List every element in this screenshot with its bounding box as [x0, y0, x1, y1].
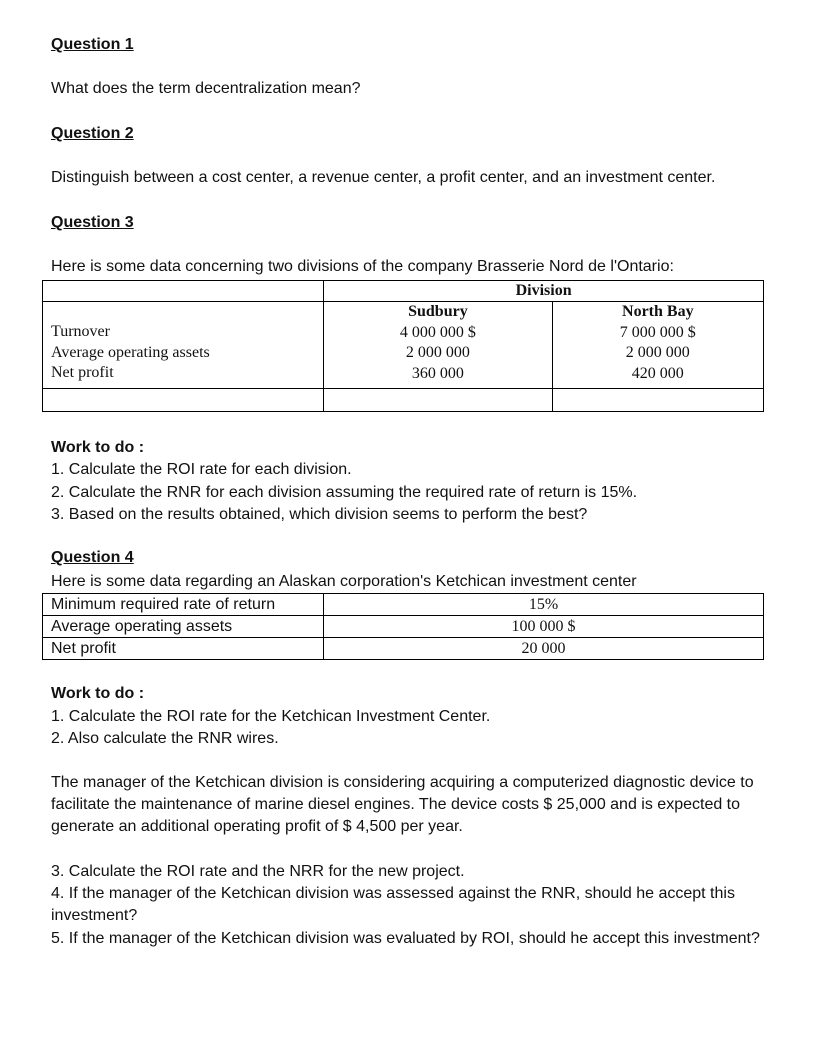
sudbury-turnover: 4 000 000 $	[399, 323, 476, 341]
division-group-header: Division	[324, 281, 764, 302]
question-3-intro: Here is some data concerning two divisions of the company Brasserie Nord de l'Ontario:	[51, 258, 674, 275]
question-4-work-title: Work to do :	[51, 685, 145, 702]
question-3-task-1: 1. Calculate the ROI rate for each division.	[51, 461, 352, 478]
empty-cell	[552, 389, 763, 412]
question-3-task-2: 2. Calculate the RNR for each division assuming the required rate of return is 15%.	[51, 484, 638, 501]
empty-cell	[43, 389, 324, 412]
value-net-profit: 20 000	[324, 638, 764, 660]
question-1-text: What does the term decentralization mean?	[51, 80, 361, 97]
north-bay-column	[552, 302, 763, 389]
row-labels-cell	[43, 302, 324, 389]
sudbury-average-operating-assets: 2 000 000	[405, 344, 470, 361]
row-label-net-profit: Net profit	[51, 364, 114, 381]
north-bay-average-operating-assets: 2 000 000	[625, 344, 690, 361]
column-header-north-bay: North Bay	[622, 303, 694, 320]
question-4-intro: Here is some data regarding an Alaskan corporation's Ketchican investment center	[51, 573, 637, 590]
column-header-sudbury: Sudbury	[408, 303, 468, 320]
sudbury-net-profit: 360 000	[411, 364, 464, 382]
question-2-text: Distinguish between a cost center, a revenue center, a profit center, and an investment center.	[51, 169, 716, 186]
question-4-task-1: 1. Calculate the ROI rate for the Ketchican Investment Center.	[51, 708, 491, 725]
question-4-task-4: 4. If the manager of the Ketchican division was assessed against the RNR, should he accept this investment?	[51, 885, 735, 924]
table-row	[43, 594, 764, 616]
empty-cell	[324, 389, 552, 412]
question-4-task-2: 2. Also calculate the RNR wires.	[51, 730, 279, 747]
question-3-heading: Question 3	[51, 214, 134, 231]
divisions-table	[42, 280, 764, 412]
question-3-task-3: 3. Based on the results obtained, which division seems to perform the best?	[51, 506, 588, 523]
table-corner-cell	[43, 281, 324, 302]
table-row	[43, 638, 764, 660]
question-1-heading: Question 1	[51, 36, 134, 53]
table-row	[43, 616, 764, 638]
value-min-rate: 15%	[324, 594, 764, 616]
row-label-average-operating-assets: Average operating assets	[51, 343, 210, 361]
question-3-work-title: Work to do :	[51, 439, 145, 456]
north-bay-net-profit: 420 000	[631, 364, 684, 382]
question-4-task-5: 5. If the manager of the Ketchican division was evaluated by ROI, should he accept this investment?	[51, 930, 760, 947]
question-4-paragraph: The manager of the Ketchican division is considering acquiring a computerized diagnostic device to facilitate the maintenance of marine diesel engines. The device costs $ 25,000 and is expected to generate an additional operating profit of $ 4,500 per year.	[51, 774, 754, 835]
sudbury-column	[324, 302, 552, 389]
row-label-net-profit: Net profit	[43, 638, 324, 660]
question-4-heading: Question 4	[51, 549, 134, 566]
value-average-operating-assets: 100 000 $	[324, 616, 764, 638]
question-4-task-3: 3. Calculate the ROI rate and the NRR for the new project.	[51, 863, 465, 880]
row-label-turnover: Turnover	[51, 323, 110, 340]
row-label-min-rate: Minimum required rate of return	[43, 594, 324, 616]
ketchican-table	[42, 593, 764, 660]
question-2-heading: Question 2	[51, 125, 134, 142]
north-bay-turnover: 7 000 000 $	[619, 323, 696, 341]
row-label-average-operating-assets: Average operating assets	[43, 616, 324, 638]
